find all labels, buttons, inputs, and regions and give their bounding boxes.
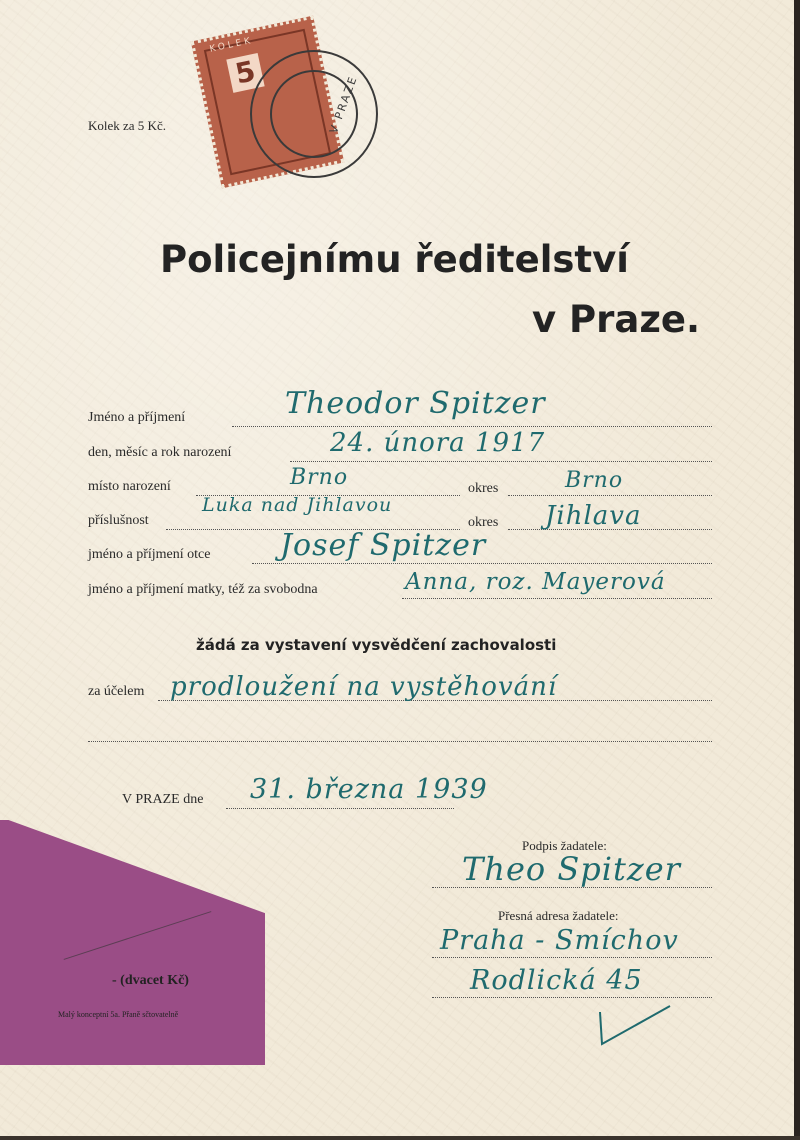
purpose-line-2 <box>88 741 712 742</box>
name-line <box>232 426 712 427</box>
citizenship-label: příslušnost <box>88 513 149 528</box>
mother-label: jméno a příjmení matky, též za svobodna <box>88 582 318 597</box>
district2-value: Jihlava <box>545 501 642 531</box>
birthplace-label: místo narození <box>88 479 171 494</box>
birth-value: 24. února 1917 <box>330 428 546 458</box>
father-value: Josef Spitzer <box>280 528 487 563</box>
signature-value: Theo Spitzer <box>462 850 681 888</box>
postmark-text: V PRAZE <box>327 73 361 136</box>
name-label: Jméno a příjmení <box>88 410 186 425</box>
address-line2: Rodlická 45 <box>470 965 643 996</box>
request-text: žádá za vystavení vysvědčení zachovalosti <box>196 636 557 654</box>
birth-label: den, měsíc a rok narození <box>88 445 232 460</box>
postmark <box>250 50 378 178</box>
district2-label: okres <box>468 515 499 530</box>
date-line <box>226 808 454 809</box>
father-line <box>252 563 712 564</box>
stamp-value: 5 <box>226 53 264 93</box>
slip-amount: - (dvacet Kč) <box>112 973 189 988</box>
purpose-label: za účelem <box>88 684 145 699</box>
citizenship-value: Luka nad Jihlavou <box>202 494 393 516</box>
stamp-word: KOLEK <box>208 35 255 55</box>
signature-label: Podpis žadatele: <box>522 838 607 853</box>
purpose-value: prodloužení na vystěhování <box>170 672 558 702</box>
district1-value: Brno <box>565 468 624 493</box>
name-value: Theodor Spitzer <box>285 386 546 421</box>
stamp-label: Kolek za 5 Kč. <box>88 118 166 133</box>
mother-line <box>402 598 712 599</box>
slip-footer: Malý konceptní 5a. Přaně sčtovatelně <box>58 1010 179 1019</box>
date-value: 31. března 1939 <box>250 774 488 805</box>
scan-edge-right <box>794 0 800 1140</box>
father-label: jméno a příjmení otce <box>88 547 211 562</box>
checkmark-stroke <box>590 1000 680 1050</box>
birthplace-value: Brno <box>290 465 349 490</box>
heading-line2: v Praze. <box>532 298 701 341</box>
district1-line <box>508 495 712 496</box>
mother-value: Anna, roz. Mayerová <box>405 569 666 595</box>
scan-edge-bottom <box>0 1136 800 1140</box>
address-label: Přesná adresa žadatele: <box>498 908 619 923</box>
date-label: V PRAZE dne <box>122 792 204 807</box>
heading-line1: Policejnímu ředitelství <box>160 238 629 281</box>
address-line2-rule <box>432 997 712 998</box>
address-line1-rule <box>432 957 712 958</box>
address-line1: Praha - Smíchov <box>440 925 679 956</box>
district1-label: okres <box>468 481 499 496</box>
birth-line <box>290 461 712 462</box>
